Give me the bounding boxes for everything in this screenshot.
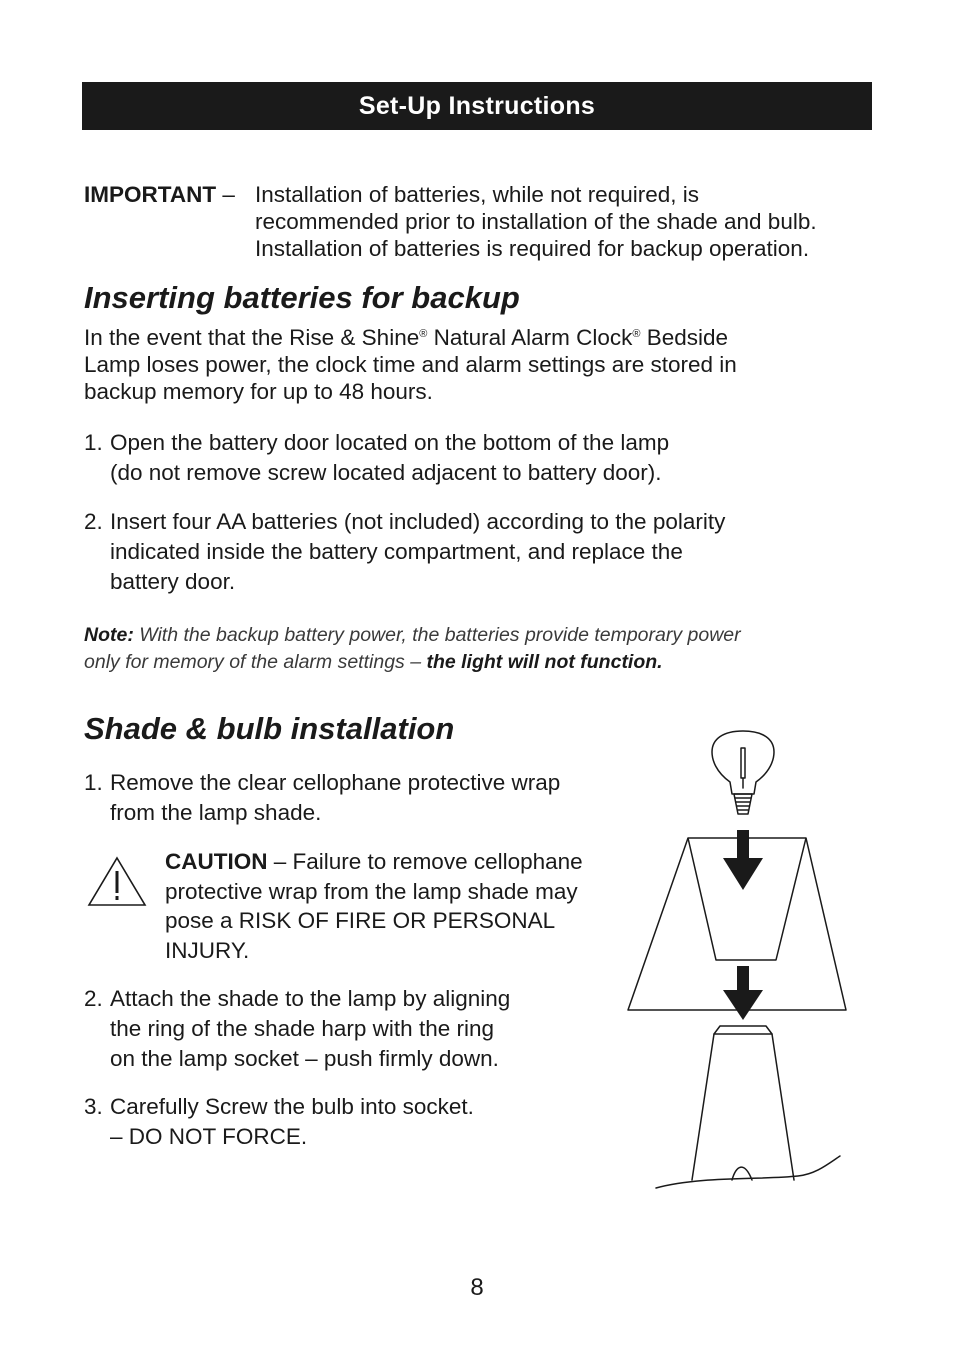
- step-text: from the lamp shade.: [110, 800, 322, 825]
- batteries-intro: [84, 324, 737, 405]
- important-line: recommended prior to installation of the shade and bulb.: [255, 209, 817, 234]
- registered-mark: ®: [632, 328, 641, 340]
- intro-text: Natural Alarm Clock: [427, 325, 633, 350]
- step-text: Insert four AA batteries (not included) according to the polarity: [110, 509, 726, 534]
- arrow-down-icon: [723, 966, 763, 1020]
- step-text: Remove the clear cellophane protective wrap: [110, 770, 561, 795]
- caution-text: INJURY.: [165, 937, 250, 963]
- important-body: [255, 181, 875, 262]
- important-dash: –: [216, 182, 235, 207]
- important-line: Installation of batteries, while not required, is: [255, 182, 699, 207]
- note-text: only for memory of the alarm settings –: [84, 651, 427, 673]
- section-header-bar: [82, 82, 872, 130]
- step-number: 1.: [84, 770, 103, 795]
- caution-label: CAUTION: [165, 849, 268, 874]
- note-text: With the backup battery power, the batteries provide temporary power: [133, 624, 741, 646]
- step-text: – DO NOT FORCE.: [110, 1124, 308, 1149]
- note-label: Note:: [84, 624, 134, 646]
- batteries-heading: Inserting batteries for backup: [84, 280, 520, 315]
- step-text: battery door.: [110, 569, 236, 594]
- step-number: 1.: [84, 430, 103, 455]
- intro-text: backup memory for up to 48 hours.: [84, 379, 433, 404]
- section-title: Set-Up Instructions: [358, 91, 596, 120]
- step-text: the ring of the shade harp with the ring: [110, 1016, 494, 1041]
- step-text: Open the battery door located on the bottom of the lamp: [110, 430, 670, 455]
- lamp-assembly-illustration: [620, 728, 850, 1198]
- shade-heading: Shade & bulb installation: [84, 711, 455, 746]
- arrow-down-icon: [723, 830, 763, 890]
- page-number: 8: [470, 1274, 484, 1301]
- caution-text: protective wrap from the lamp shade may: [165, 878, 578, 904]
- caution-block: [165, 847, 583, 965]
- intro-text: In the event that the Rise & Shine: [84, 325, 420, 350]
- step-text: Attach the shade to the lamp by aligning: [110, 986, 511, 1011]
- step-text: Carefully Screw the bulb into socket.: [110, 1094, 474, 1119]
- intro-text: Lamp loses power, the clock time and alarm settings are stored in: [84, 352, 737, 377]
- battery-note: [84, 622, 884, 676]
- important-label: IMPORTANT: [84, 182, 217, 207]
- step-number: 2.: [84, 986, 103, 1011]
- intro-text: Bedside: [640, 325, 729, 350]
- step-text: (do not remove screw located adjacent to battery door).: [110, 460, 662, 485]
- important-line: Installation of batteries is required for backup operation.: [255, 236, 810, 261]
- registered-mark: ®: [419, 328, 428, 340]
- caution-text: – Failure to remove cellophane: [267, 849, 583, 874]
- lamp-base-icon: [692, 1026, 794, 1180]
- step-text: indicated inside the battery compartment, and replace the: [110, 539, 683, 564]
- caution-text: pose a RISK OF FIRE OR PERSONAL: [165, 908, 556, 933]
- step-text: on the lamp socket – push firmly down.: [110, 1046, 499, 1071]
- step-number: 2.: [84, 509, 103, 534]
- note-emphasis: the light will not function.: [426, 651, 663, 673]
- step-number: 3.: [84, 1094, 103, 1119]
- warning-triangle-icon: [86, 855, 148, 907]
